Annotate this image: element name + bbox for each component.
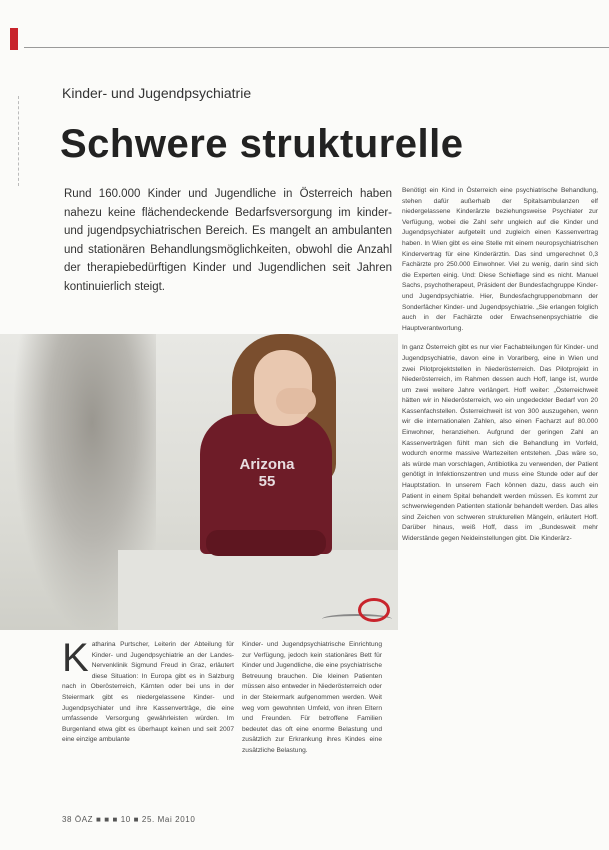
- photo-girl-arm: [206, 530, 326, 556]
- lead-paragraph: Rund 160.000 Kinder und Jugendliche in Österreich haben nahezu keine flächendeckende Bedarfsversorgung im kinder- und jugendpsychiatrischen Bereich. Es mangelt an ambulanten und stationären Behandlungsmöglichkeiten, obwohl die Anzahl der therapiebedürftigen Kinder und Jugendlichen seit Jahren kontinuierlich steigt.: [64, 188, 392, 293]
- column-2-text: Kinder- und Jugendpsychiatrische Einrichtung zur Verfügung, jedoch kein stationäres Bett für Kinder und Jugendliche, die eine psychiatrische Betreuung brauchen. Die kleinen Patienten müssen also entweder in Niederösterreich oder in der Steiermark aufgenommen werden. Weit weg vom gewohnten Umfeld, von ihren Eltern und Freunden. Für betroffene Familien bedeutet das oft eine enorme Belastung und zusätzlich zur Erkrankung ihres Kindes eine zusätzliche Belastung.: [242, 641, 382, 754]
- headline: Schwere strukturelle: [60, 122, 464, 166]
- column-3-paragraph-2: In ganz Österreich gibt es nur vier Fachabteilungen für Kinder- und Jugendpsychiatrie, davon eine in Vorarlberg, eine in Wien und zwei Pilotprojektstellen in Niederösterreich. Das Pilotprojekt in Niederösterreich, im Rahmen dessen auch Hoff, lange ist, wurde um zwei weitere Jahre verlängert. Hoff weiter: „Österreichweit hätten wir in Niederösterreich, wo ein ungedeckter Bedarf von 20 Kassenfachstellen. Österreichweit ist von 300 auszugehen, wenn wir die internationalen Zahlen, also einen Facharzt auf 80.000 Einwohner, heranziehen. Aufgrund der geringen Zahl an Kassenverträgen fühlt man sich die Behandlung im Vorfeld, wodurch enorme massive Wartezeiten entstehen. „Das wäre so, als würde man vorschlagen, Antibiotika zu verwenden, der Patient genötigt in Infektionszentren und muss eine Stunde oder auf der Hauptstation. In unserem Fach können dazu, dass auch ein Patient in einem Spital behandelt werden müssen. Es kommt zur schwerwiegenden Patienten stationär behandelt werden. Das alles sind Zeichen von schweren strukturellen Mängeln, erläutert Hoff. Darüber hinaus, weiß Hoff, dass im „Bundesweit mehr Widerstände gegen Neideinstellungen gibt. Die Kinderärz-: [402, 344, 598, 542]
- body-column-2: [242, 640, 382, 766]
- section-tab: [10, 28, 18, 50]
- photo-girl-hand: [276, 388, 316, 414]
- column-3-paragraph-1: Benötigt ein Kind in Österreich eine psychiatrische Behandlung, stehen dafür außerhalb der Spitalsambulanzen elf niedergelassene Kinderärzte beziehungsweise Psychiater zur Verfügung, wobei die Zahl sehr ungleich auf die Kinder und Jugendpsychiater aufgeteilt und zugleich einen Kassenvertrag haben. In Wien gibt es eine Stelle mit einem neuropsychiatrischen Kindervertrag für eine Kinderärztin. Das sind umgerechnet 0,3 Fachärzte pro 250.000 Einwohner. Viel zu wenig, darin sind sich die Experten einig. Und: Diese Schieflage sind es nicht. Manuel Sachs, psychotherapeut, Präsident der Bundesfachgruppe Kinder- und Jugendpsychiatrie. Hier, Bundesfachgruppenobmann der Sonderfächer Kinder- und Jugendpsychiatrie. „Sie erlangen folglich auch in der Fachärzte oder Erwachsenenpsychiatrie die Hauptverantwortung.: [402, 187, 598, 332]
- photo-red-object: [358, 598, 390, 622]
- page-folio: 38 ÖAZ ■ ■ ■ 10 ■ 25. Mai 2010: [62, 815, 196, 824]
- shirt-line-1: Arizona: [239, 456, 295, 473]
- photo-shirt-print: [232, 456, 302, 490]
- top-rule: [24, 47, 609, 48]
- article-photo: [0, 334, 398, 630]
- shirt-line-2: 55: [258, 473, 276, 490]
- dropcap: K: [62, 636, 89, 680]
- column-1-text: atharina Purtscher, Leiterin der Abteilung für Kinder- und Jugendpsychiatrie an der Landes-Nervenklinik Sigmund Freud in Graz, erläutert diese Situation: In Europa gibt es in Salzburg nach in Oberösterreich, Kärnten oder bei uns in der Steiermark gibt es niedergelassene Kinder- und Jugendpsychiater und ihre Kassenverträge, die eine umfassende Versorgung gewährleisten würden. Im Burgenland etwa gibt es überhaupt keinen und seit 2007 eine einzige ambulante: [62, 641, 234, 744]
- margin-marks: [18, 96, 21, 186]
- body-column-3: [402, 186, 598, 554]
- body-column-1: [62, 636, 234, 746]
- kicker: Kinder- und Jugendpsychiatrie: [62, 85, 252, 101]
